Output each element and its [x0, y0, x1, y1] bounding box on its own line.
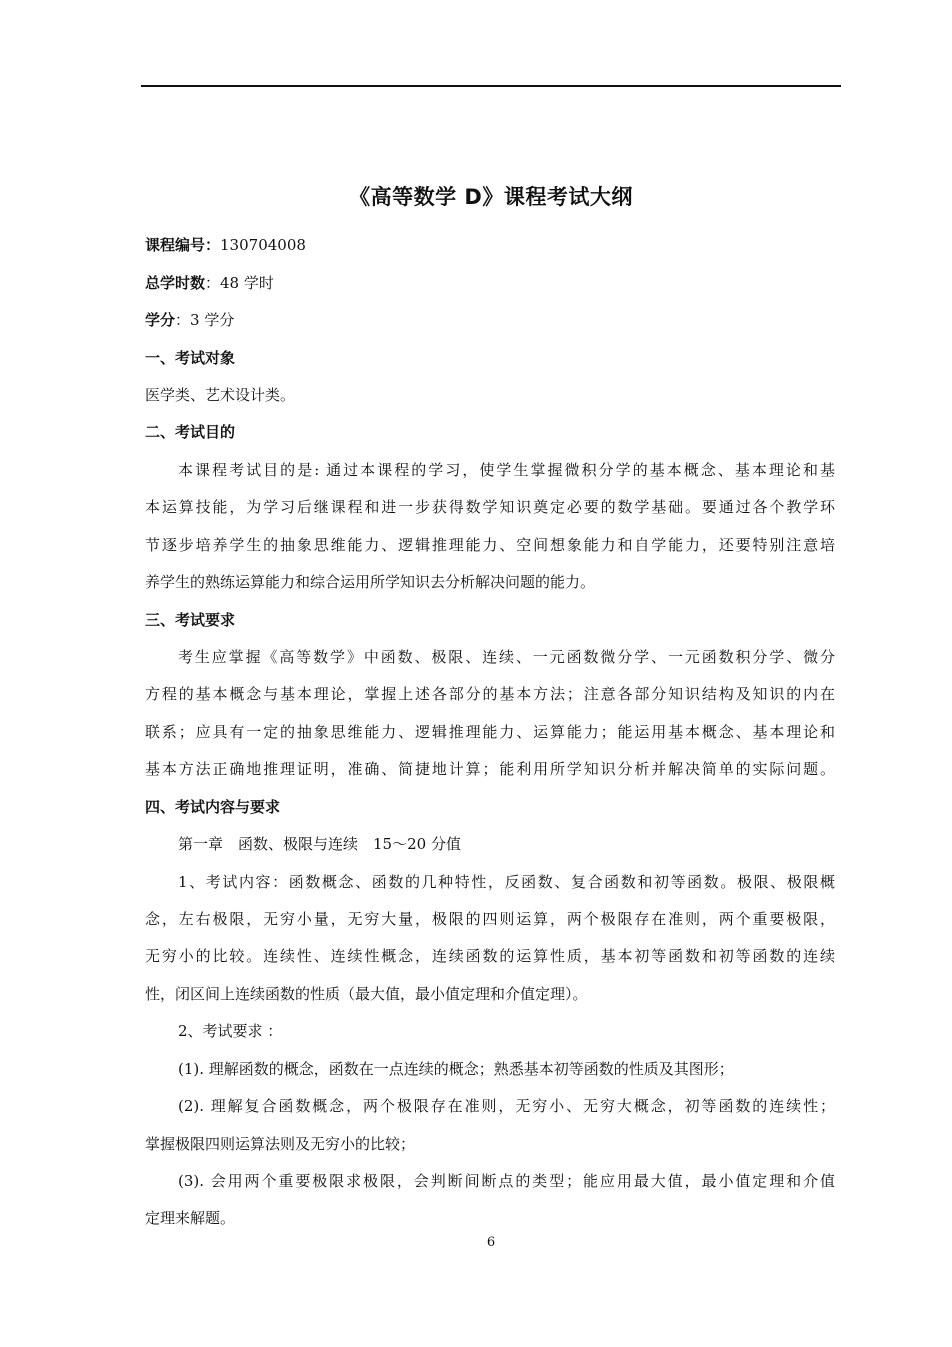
section-heading-exam-purpose: 二、考试目的 [145, 423, 236, 441]
document-title: 《高等数学 D》课程考试大纲 [349, 185, 633, 209]
purpose-line: 本课程考试目的是: 通过本课程的学习，使学生掌握微积分学的基本概念、基本理论和基 [178, 461, 835, 479]
header-rule [141, 85, 841, 87]
chapter-heading: 第一章 函数、极限与连续 15～20 分值 [178, 835, 461, 853]
credits-value: ：3 学分 [175, 311, 235, 329]
hours-value: ：48 学时 [205, 274, 274, 292]
section-heading-exam-target: 一、考试对象 [145, 349, 236, 367]
requirements-line: 基本方法正确地推理证明，准确、简捷地计算；能利用所学知识分析并解决简单的实际问题。 [145, 760, 835, 778]
requirements-subheading: 2、考试要求 ： [178, 1022, 283, 1040]
section-heading-exam-content: 四、考试内容与要求 [145, 798, 281, 816]
requirement-item: (2). 理解复合函数概念，两个极限存在准则，无穷小、无穷大概念，初等函数的连续性； [178, 1097, 835, 1115]
requirement-item-continued: 掌握极限四则运算法则及无穷小的比较； [145, 1135, 416, 1153]
requirements-line: 方程的基本概念与基本理论，掌握上述各部分的基本方法；注意各部分知识结构及知识的内在 [145, 685, 835, 703]
purpose-line: 本运算技能，为学习后继课程和进一步获得数学知识奠定必要的数学基础。要通过各个教学环 [145, 498, 835, 516]
content-line: 念，左右极限，无穷小量，无穷大量，极限的四则运算，两个极限存在准则，两个重要极限， [145, 910, 835, 928]
purpose-line: 养学生的熟练运算能力和综合运用所学知识去分析解决问题的能力。 [145, 573, 596, 591]
course-code-line [145, 234, 835, 256]
course-code-value: 130704008 [220, 236, 306, 254]
page-number: 6 [486, 1235, 496, 1250]
requirements-line: 联系；应具有一定的抽象思维能力、逻辑推理能力、运算能力；能运用基本概念、基本理论和 [145, 723, 835, 741]
content-line: 1、考试内容：函数概念、函数的几种特性，反函数、复合函数和初等函数。极限、极限概 [178, 873, 835, 891]
course-code-label: 课程编号： [145, 236, 221, 254]
requirements-line: 考生应掌握《高等数学》中函数、极限、连续、一元函数微分学、一元函数积分学、微分 [178, 648, 835, 666]
requirement-item-continued: 定理来解题。 [145, 1209, 236, 1227]
exam-target-text: 医学类、艺术设计类。 [145, 386, 296, 404]
requirement-item: (1). 理解函数的概念，函数在一点连续的概念；熟悉基本初等函数的性质及其图形； [178, 1060, 734, 1078]
content-line: 性，闭区间上连续函数的性质（最大值，最小值定理和介值定理）。 [145, 985, 588, 1003]
credits-label: 学分 [145, 311, 176, 329]
credits-line [145, 309, 835, 331]
hours-label: 总学时数 [145, 274, 206, 292]
content-line: 无穷小的比较。连续性、连续性概念，连续函数的运算性质，基本初等函数和初等函数的连续 [145, 947, 835, 965]
hours-line [145, 272, 835, 294]
section-heading-exam-requirements: 三、考试要求 [145, 611, 236, 629]
requirement-item: (3). 会用两个重要极限求极限，会判断间断点的类型；能应用最大值，最小值定理和介值 [178, 1172, 835, 1190]
purpose-line: 节逐步培养学生的抽象思维能力、逻辑推理能力、空间想象能力和自学能力，还要特别注意培 [145, 536, 835, 554]
